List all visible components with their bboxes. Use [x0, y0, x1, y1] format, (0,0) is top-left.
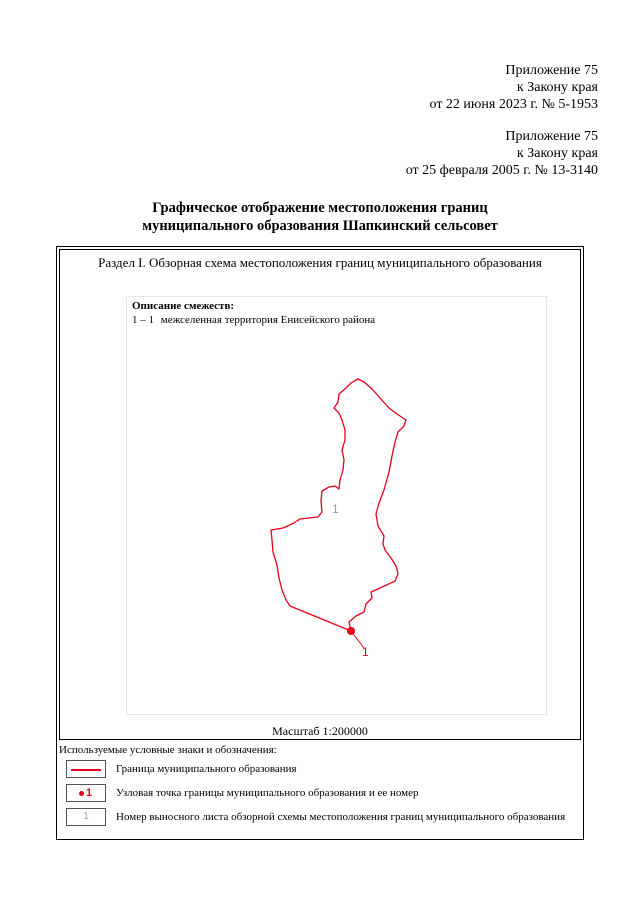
section-title: Раздел I. Обзорная схема местоположения границ муниципального образования — [98, 255, 542, 270]
document-title-line-2: муниципального образования Шапкинский сельсовет — [142, 218, 498, 234]
boundary-node-point — [347, 627, 355, 635]
boundary-line-icon — [71, 769, 101, 771]
legend-label: Номер выносного листа обзорной схемы местоположения границ муниципального образования — [116, 811, 566, 823]
legend-heading: Используемые условные знаки и обозначения: — [59, 744, 277, 756]
legend-label: Узловая точка границы муниципального образования и ее номер — [116, 787, 419, 799]
sheet-number-icon: 1 — [83, 811, 89, 822]
legend-symbol-box — [66, 784, 106, 802]
sheet-number-label: 1 — [332, 502, 339, 516]
annex-law: к Закону края — [516, 80, 598, 95]
document-title-line-1: Графическое отображение местоположения границ — [152, 200, 488, 216]
map-scale: Масштаб 1:200000 — [272, 724, 368, 738]
legend-label: Граница муниципального образования — [116, 763, 297, 775]
adjacency-number: 1 – 1 — [132, 314, 154, 326]
annex-law: к Закону края — [516, 146, 598, 161]
annex-number: Приложение 75 — [505, 129, 598, 144]
annex-date: от 25 февраля 2005 г. № 13-3140 — [405, 163, 598, 178]
node-number-label: 1 — [362, 645, 369, 659]
node-point-icon: 1 — [79, 787, 92, 799]
legend-symbol-box — [66, 808, 106, 826]
legend-symbol-box — [66, 760, 106, 778]
adjacency-description: межселенная территория Енисейского района — [160, 314, 376, 326]
adjacency-heading: Описание смежеств: — [132, 300, 235, 312]
annex-date: от 22 июня 2023 г. № 5-1953 — [429, 97, 598, 112]
annex-number: Приложение 75 — [505, 63, 598, 78]
